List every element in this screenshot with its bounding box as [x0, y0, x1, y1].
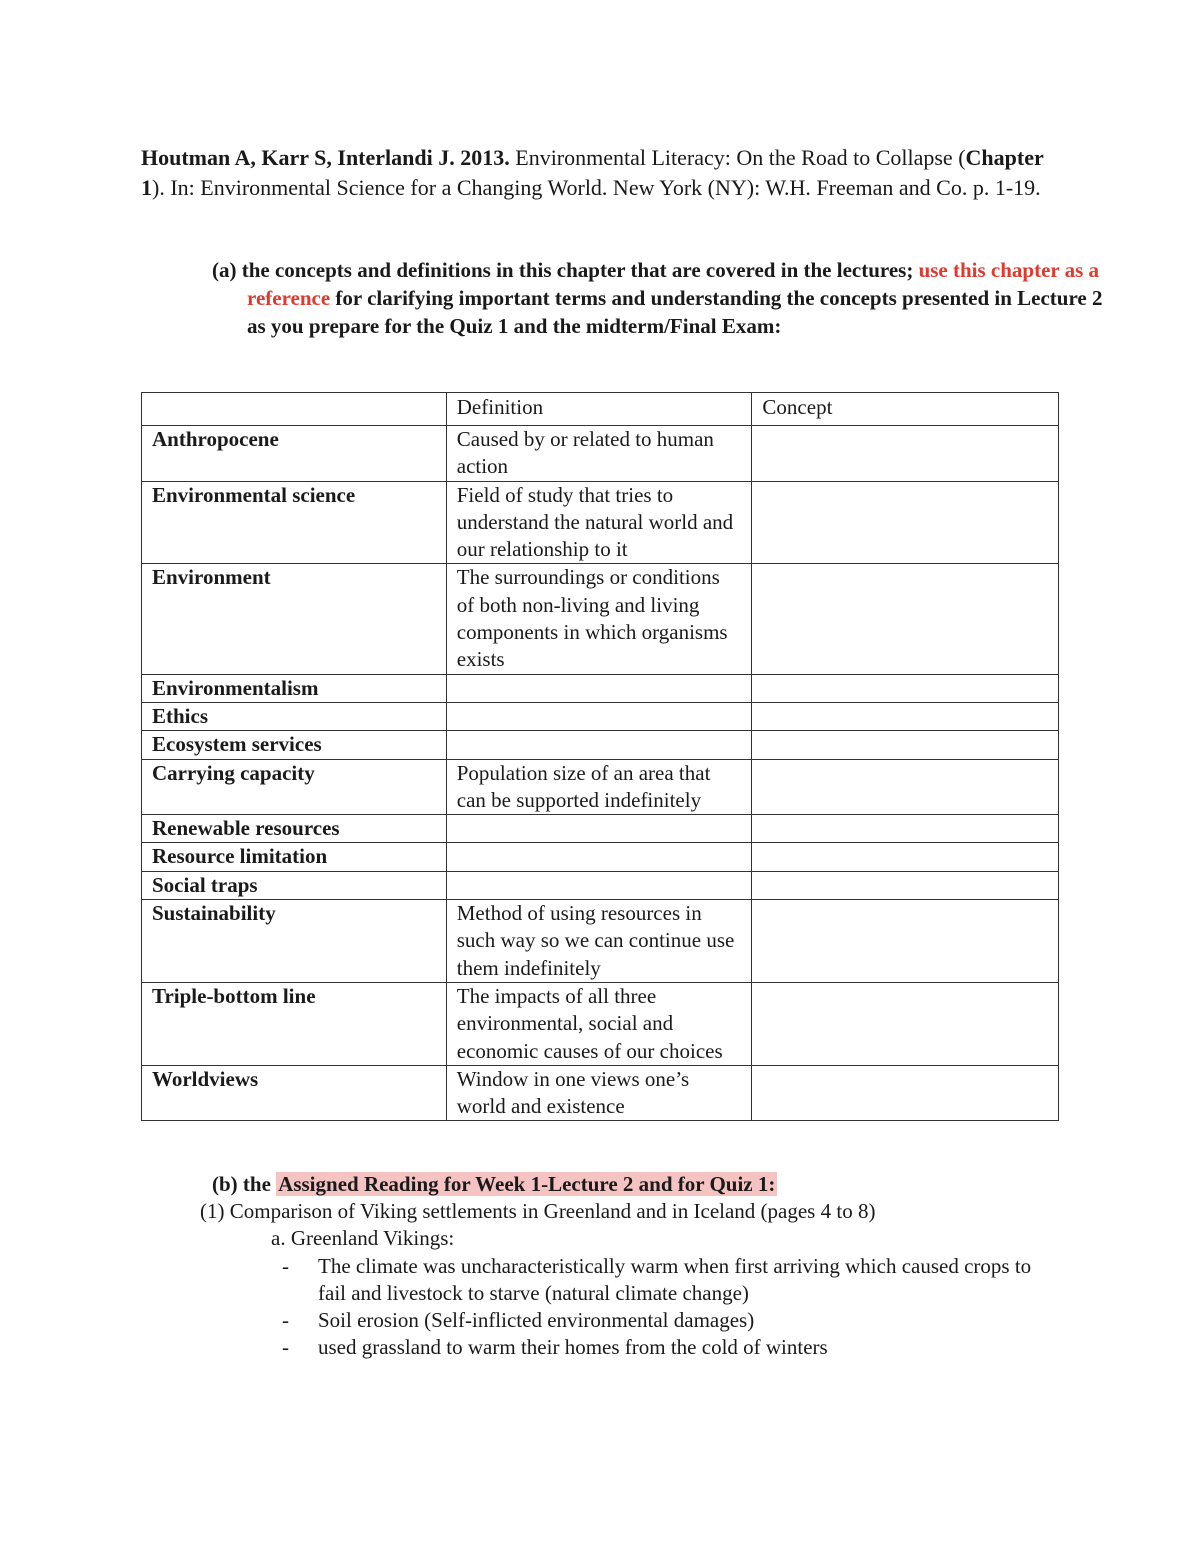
table-header-row — [142, 393, 1059, 426]
term-cell: Environmentalism — [142, 674, 447, 702]
table-row — [142, 674, 1059, 702]
table-row — [142, 759, 1059, 815]
greenland-bullets — [282, 1253, 1062, 1361]
term-cell: Ecosystem services — [142, 731, 447, 759]
definition-cell: Caused by or related to human action — [446, 426, 752, 482]
concept-cell — [752, 481, 1059, 564]
table-row — [142, 900, 1059, 983]
list-item — [282, 1253, 1062, 1307]
table-row — [142, 871, 1059, 899]
concept-cell — [752, 564, 1059, 674]
table-row — [142, 843, 1059, 871]
sub-item-a: a. Greenland Vikings: — [271, 1226, 455, 1250]
section-a-suffix: for clarifying important terms and understanding the concepts presented in Lecture 2 as you prepare for the Quiz 1 and the midterm/Final Exam: — [247, 286, 1103, 338]
term-cell: Social traps — [142, 871, 447, 899]
concept-cell — [752, 674, 1059, 702]
table-row — [142, 815, 1059, 843]
definition-cell — [446, 871, 752, 899]
bullet-dash: - — [282, 1335, 289, 1359]
definition-cell: Window in one views one’s world and existence — [446, 1065, 752, 1121]
list-item — [282, 1334, 1062, 1361]
term-cell: Carrying capacity — [142, 759, 447, 815]
citation-chapter: Chapter 1 — [141, 145, 1044, 200]
section-a-prefix: (a) the concepts and definitions in this chapter that are covered in the lectures; — [212, 258, 914, 282]
bullet-text: Soil erosion (Self-inflicted environmental damages) — [318, 1308, 755, 1332]
header-term — [142, 393, 447, 426]
terms-table — [141, 392, 1059, 1121]
definition-cell — [446, 731, 752, 759]
term-cell: Ethics — [142, 702, 447, 730]
term-cell: Anthropocene — [142, 426, 447, 482]
term-cell: Sustainability — [142, 900, 447, 983]
term-cell: Environmental science — [142, 481, 447, 564]
definition-cell: The impacts of all three environmental, social and economic causes of our choices — [446, 982, 752, 1065]
concept-cell — [752, 759, 1059, 815]
term-cell: Triple-bottom line — [142, 982, 447, 1065]
section-b-prefix: (b) the — [212, 1172, 271, 1196]
definition-cell: Field of study that tries to understand the natural world and our relationship to it — [446, 481, 752, 564]
section-a-red-text: use this chapter as a reference — [247, 258, 1100, 310]
list-item — [282, 1307, 1062, 1334]
citation-year: 2013. — [460, 145, 510, 170]
assigned-reading-highlight: Assigned Reading for Week 1-Lecture 2 and for Quiz 1: — [278, 1172, 776, 1196]
term-cell: Renewable resources — [142, 815, 447, 843]
bullet-text: The climate was uncharacteristically warm when first arriving which caused crops to fail and livestock to starve (natural climate change) — [318, 1254, 1032, 1305]
definition-cell — [446, 843, 752, 871]
definition-cell: Method of using resources in such way so we can continue use them indefinitely — [446, 900, 752, 983]
definition-cell: The surroundings or conditions of both non-living and living components in which organisms exists — [446, 564, 752, 674]
concept-cell — [752, 815, 1059, 843]
citation — [141, 143, 1061, 202]
bullet-dash: - — [282, 1308, 289, 1332]
section-b-title — [212, 1170, 777, 1198]
section-a-instructions — [212, 256, 1107, 340]
table-row — [142, 982, 1059, 1065]
table-row — [142, 702, 1059, 730]
table-row — [142, 426, 1059, 482]
term-cell: Resource limitation — [142, 843, 447, 871]
definition-cell — [446, 815, 752, 843]
definition-cell: Population size of an area that can be supported indefinitely — [446, 759, 752, 815]
header-concept: Concept — [752, 393, 1059, 426]
term-cell: Environment — [142, 564, 447, 674]
table-row — [142, 564, 1059, 674]
term-cell: Worldviews — [142, 1065, 447, 1121]
concept-cell — [752, 871, 1059, 899]
bullet-text: used grassland to warm their homes from the cold of winters — [318, 1335, 828, 1359]
concept-cell — [752, 982, 1059, 1065]
table-row — [142, 481, 1059, 564]
reading-item-1: (1) Comparison of Viking settlements in Greenland and in Iceland (pages 4 to 8) — [200, 1199, 876, 1223]
concept-cell — [752, 843, 1059, 871]
citation-title-pre: Environmental Literacy: On the Road to Collapse ( — [515, 145, 966, 170]
concept-cell — [752, 731, 1059, 759]
citation-title-post: ). In: Environmental Science for a Changing World. New York (NY): W.H. Freeman and Co. p. 1-19. — [152, 174, 1041, 200]
concept-cell — [752, 702, 1059, 730]
definition-cell — [446, 702, 752, 730]
table-row — [142, 731, 1059, 759]
concept-cell — [752, 900, 1059, 983]
table-row — [142, 1065, 1059, 1121]
concept-cell — [752, 1065, 1059, 1121]
definition-cell — [446, 674, 752, 702]
header-definition: Definition — [446, 393, 752, 426]
bullet-dash: - — [282, 1254, 289, 1278]
concept-cell — [752, 426, 1059, 482]
citation-authors: Houtman A, Karr S, Interlandi J. — [141, 145, 455, 170]
